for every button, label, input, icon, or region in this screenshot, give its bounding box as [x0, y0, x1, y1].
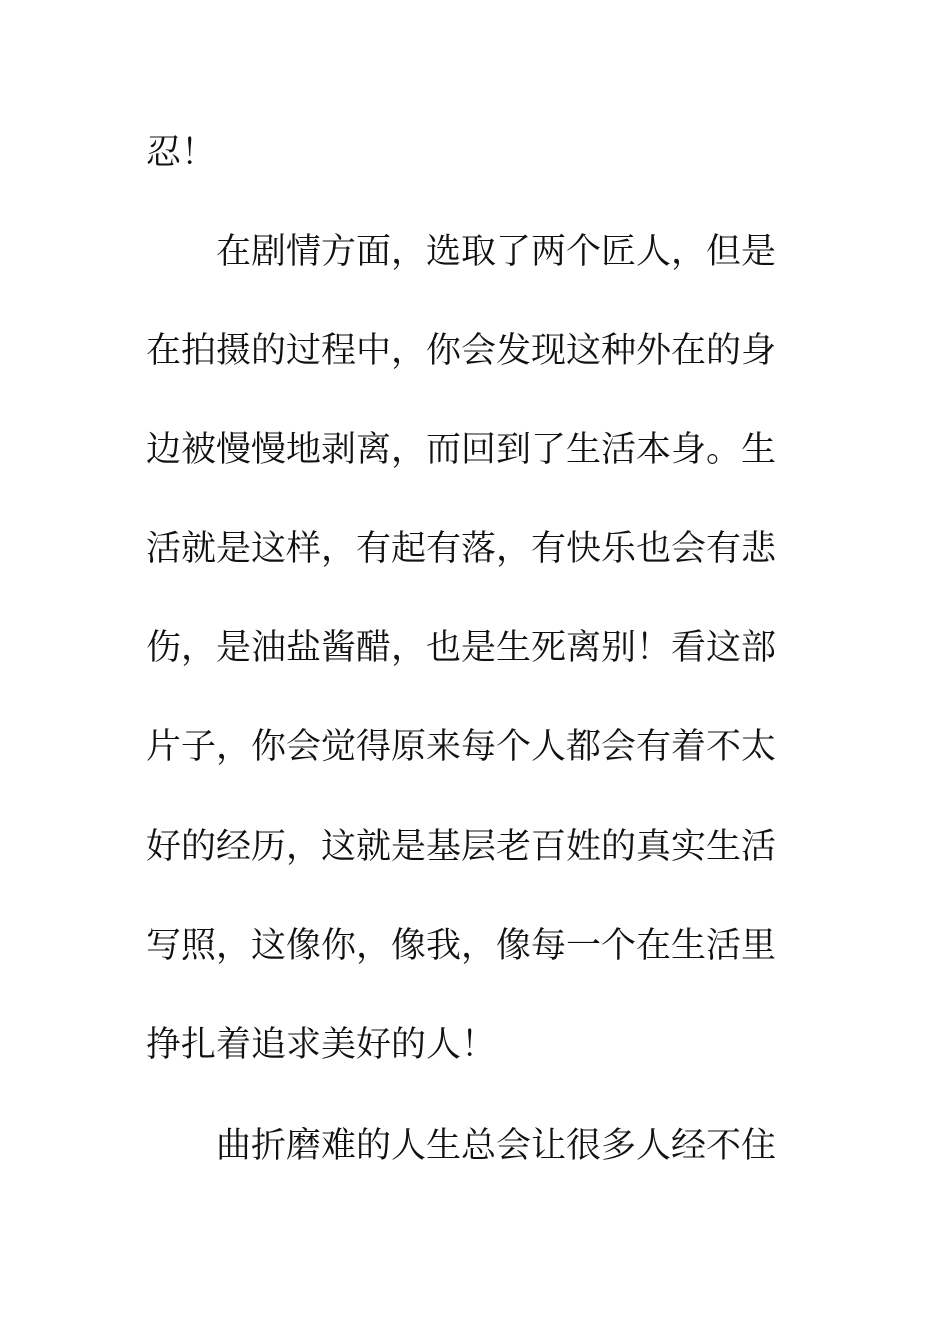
text-line: 忍！ [146, 133, 217, 173]
text-line: 写照，这像你，像我，像每一个在生活里 [146, 926, 777, 966]
paragraph-start-line: 曲折磨难的人生总会让很多人经不住 [216, 1126, 777, 1166]
paragraph-start-line: 在剧情方面，选取了两个匠人，但是 [216, 232, 777, 272]
text-line: 在拍摄的过程中，你会发现这种外在的身 [146, 331, 777, 371]
text-line: 片子，你会觉得原来每个人都会有着不太 [146, 727, 777, 767]
text-line: 边被慢慢地剥离，而回到了生活本身。生 [146, 430, 777, 470]
text-line: 挣扎着追求美好的人！ [146, 1025, 497, 1065]
text-line: 好的经历，这就是基层老百姓的真实生活 [146, 827, 777, 867]
text-line: 活就是这样，有起有落，有快乐也会有悲 [146, 529, 777, 569]
text-line: 伤，是油盐酱醋，也是生死离别！看这部 [146, 628, 777, 668]
